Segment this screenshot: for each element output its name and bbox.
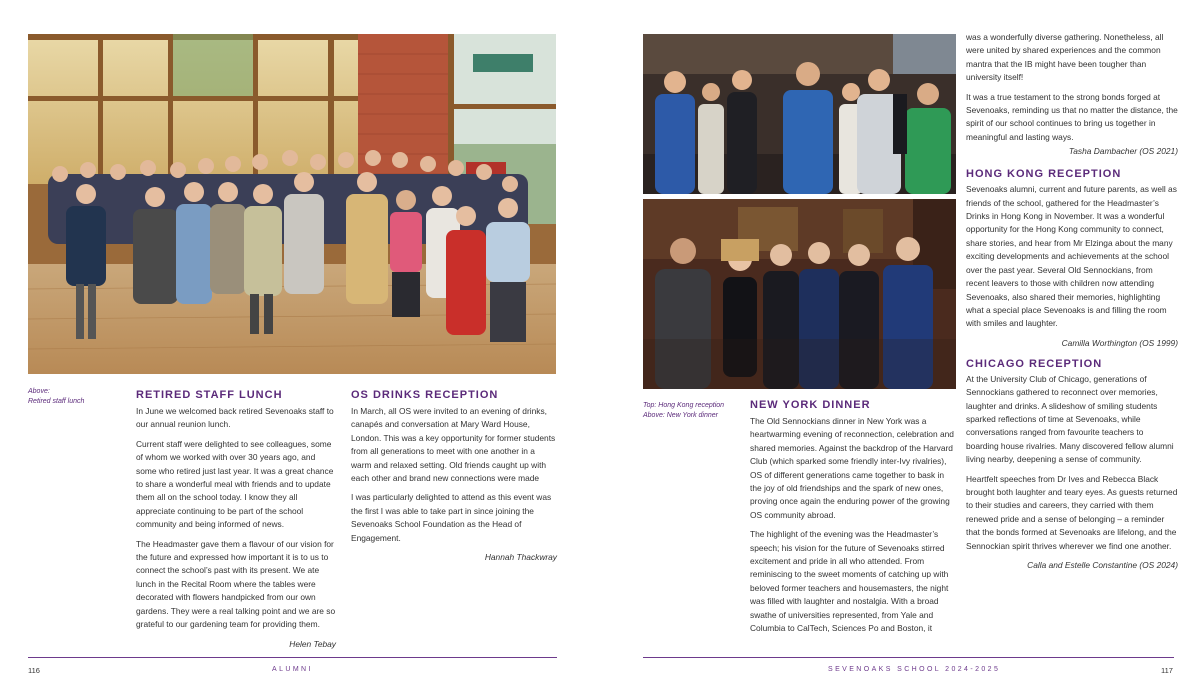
chicago-heading: CHICAGO RECEPTION: [966, 357, 1103, 370]
new-york-article: [750, 398, 954, 642]
chicago-paragraph: Heartfelt speeches from Dr Ives and Rebecca Black brought both laughter and teary eyes. As guests returned to their studies and careers, they carried with them renewed pride and a sense of belonging – a reminder that the bonds formed at Sevenoaks are lifelong, and the Sennockian spirit thrives wherever we find one another.: [966, 473, 1178, 551]
right-page-number: 117: [1161, 666, 1173, 675]
hong-kong-heading: HONG KONG RECEPTION: [966, 168, 1122, 181]
caption-text: Retired staff lunch: [28, 398, 85, 405]
hong-kong-article: [966, 167, 1178, 348]
right-column: [966, 31, 1178, 571]
hong-kong-signature: Camilla Worthington (OS 1999): [1061, 337, 1178, 348]
new-york-paragraph: The highlight of the evening was the Headmaster’s speech; his vision for the future of Sevenoaks stirred excitement and pride in all who attended. From reminiscing to the sweet moments of catching up with beloved former teachers and housemasters, the night was filled with laughter and nostalgia. With a broad swathe of universities represented, from Yale and Columbia to CalTech, Sciences Po and Boston, it: [750, 529, 949, 634]
caption-label: Above:: [28, 388, 50, 395]
chicago-article: [966, 357, 1178, 571]
new-york-photo: [643, 199, 956, 389]
new-york-photo-illustration: [643, 199, 956, 389]
new-york-signature: Tasha Dambacher (OS 2021): [1068, 146, 1178, 157]
new-york-heading: NEW YORK DINNER: [750, 399, 871, 411]
chicago-paragraph: At the University Club of Chicago, generations of Sennockians gathered to reconnect over memories, laughter and drinks. A slideshow of smiling students sparked reflections of time at Sevenoaks, while conversations ranged from favourite teachers to boarding house rivalries. Many discovered fellow alumni living nearby, deepening a sense of community.: [966, 373, 1174, 465]
retired-staff-caption: [28, 387, 128, 407]
caption-above-text: Above: New York dinner: [643, 412, 718, 419]
right-photo-caption: [643, 401, 753, 421]
retired-staff-heading: RETIRED STAFF LUNCH: [136, 389, 283, 401]
left-footer-rule: [28, 657, 557, 658]
new-york-continued-paragraph: It was a true testament to the strong bonds forged at Sevenoaks, reminding us that no matter the distance, the spirit of our school continues to bring us together in meaningful and lasting ways.: [966, 91, 1178, 142]
retired-staff-paragraph: Current staff were delighted to see colleagues, some of whom we worked with over 30 years ago, and some who retired just last year. It was a great chance to share a wonderful meal with friends and to update them all on the school today. I know they all appreciate continuing to be part of the school community and being informed of news.: [136, 438, 334, 530]
left-page-number: 116: [28, 666, 40, 675]
hong-kong-photo-illustration: [643, 34, 956, 194]
os-drinks-heading: OS DRINKS RECEPTION: [351, 389, 499, 401]
os-drinks-signature: Hannah Thackwray: [484, 552, 557, 563]
os-drinks-paragraph: I was particularly delighted to attend as this event was the first I was able to take part in since joining the Sevenoaks School Foundation as the Head of Engagement.: [351, 492, 552, 543]
retired-staff-article: [136, 388, 336, 650]
chicago-signature: Calla and Estelle Constantine (OS 2024): [1027, 560, 1178, 570]
right-footer-rule: [643, 657, 1174, 658]
os-drinks-article: [351, 388, 557, 563]
hong-kong-photo: [643, 34, 956, 194]
right-footer-publication: SEVENOAKS SCHOOL 2024-2025: [828, 666, 1001, 673]
new-york-continued: [966, 31, 1178, 157]
retired-staff-paragraph: In June we welcomed back retired Sevenoaks staff to our annual reunion lunch.: [136, 406, 334, 430]
new-york-continued-paragraph: was a wonderfully diverse gathering. Nonetheless, all were united by shared experiences and the common mantra that the IB might have been tougher than university itself!: [966, 32, 1164, 83]
hong-kong-paragraph: Sevenoaks alumni, current and future parents, as well as friends of the school, gathered for the Headmaster’s Drinks in Hong Kong in November. It was a wonderful opportunity for the Hong Kong community to connect, share stories, and hear from Mr Elzinga about the many exciting developments and achievements at the school over the past year. Several Old Sennockians, from recent leavers to those with children now attending Sevenoaks, also shared their memories, highlighting what a special place Sevenoaks is and filling the room with smiles and laughter.: [966, 184, 1177, 329]
os-drinks-paragraph: In March, all OS were invited to an evening of drinks, canapés and conversation at Mary Ward House, London. This was a key opportunity for former students from all generations to meet with one another in a warm and relaxed setting. Old friends caught up with each other and brand new connections were made: [351, 406, 556, 484]
retired-staff-paragraph: The Headmaster gave them a flavour of our vision for the future and expressed how important it is to us to connect the school’s past with its present. We ate lunch in the Recital Room where the tables were decorated with flowers handpicked from our own gardens. They were a real talking point and we are so grateful to our gardening team for providing them.: [136, 538, 336, 630]
new-york-paragraph: The Old Sennockians dinner in New York was a heartwarming evening of reconnection, celebration and shared memories. Against the backdrop of the Harvard Club (which sparked some friendly inter-Ivy rivalries), OS of different generations came together to bask in the joy of old friendships and the spark of new ones, proving once again the enduring power of the growing OS community abroad.: [750, 416, 954, 520]
left-footer-section: ALUMNI: [272, 666, 313, 673]
retired-staff-signature: Helen Tebay: [289, 638, 336, 649]
retired-staff-photo-illustration: [28, 34, 556, 374]
retired-staff-photo: [28, 34, 556, 374]
caption-top-text: Top: Hong Kong reception: [643, 402, 725, 409]
